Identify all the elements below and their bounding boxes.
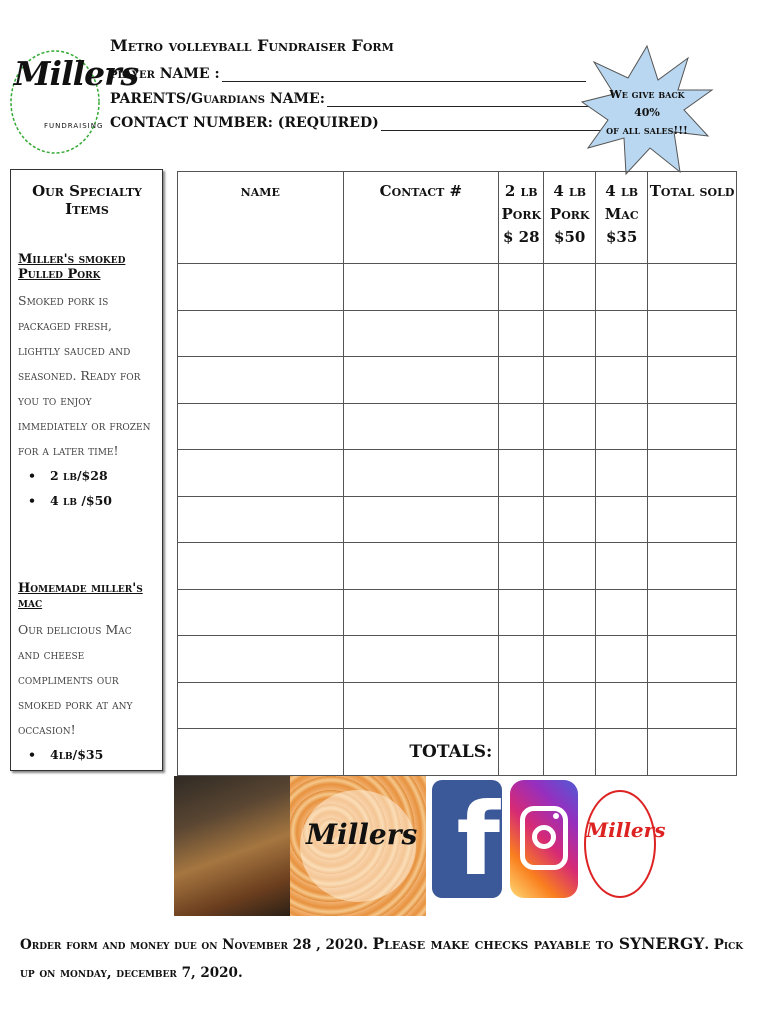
mac-description: Our delicious Mac and cheese compliments our smoked pork at any occasion! bbox=[18, 622, 133, 737]
totals-row bbox=[178, 729, 737, 776]
pork-heading: Miller's smoked Pulled Pork bbox=[18, 252, 126, 282]
specialty-items-box bbox=[10, 169, 163, 771]
order-cell[interactable] bbox=[343, 450, 499, 497]
order-cell[interactable] bbox=[178, 403, 344, 450]
order-cell[interactable] bbox=[343, 310, 499, 357]
millers-catering-logo bbox=[584, 790, 666, 898]
order-cell[interactable] bbox=[178, 636, 344, 683]
order-row bbox=[178, 543, 737, 590]
order-row bbox=[178, 450, 737, 497]
order-cell[interactable] bbox=[544, 403, 596, 450]
order-cell[interactable] bbox=[544, 496, 596, 543]
order-cell[interactable] bbox=[343, 264, 499, 311]
logo-text: Millers bbox=[14, 54, 139, 93]
header-2lb-pork: 2 lb Pork $ 28 bbox=[499, 172, 544, 264]
order-cell[interactable] bbox=[178, 496, 344, 543]
order-cell[interactable] bbox=[596, 310, 648, 357]
order-cell[interactable] bbox=[596, 264, 648, 311]
footer-note bbox=[20, 930, 750, 987]
order-cell[interactable] bbox=[544, 264, 596, 311]
order-cell[interactable] bbox=[648, 636, 737, 683]
order-cell[interactable] bbox=[343, 682, 499, 729]
logo-subtext: FUNDRAISING bbox=[44, 122, 104, 130]
specialty-title: Our Specialty Items bbox=[32, 182, 142, 218]
header-4lb-pork: 4 lb Pork $50 bbox=[544, 172, 596, 264]
total-cell[interactable] bbox=[648, 729, 737, 776]
footer-pickup: . Pick up on monday, december 7, 2020. bbox=[20, 937, 744, 981]
badge-line2: 40% bbox=[634, 106, 660, 119]
order-cell[interactable] bbox=[499, 496, 544, 543]
order-cell[interactable] bbox=[499, 450, 544, 497]
order-cell[interactable] bbox=[343, 357, 499, 404]
instagram-flash-dot bbox=[553, 813, 559, 819]
header-contact: Contact # bbox=[343, 172, 499, 264]
order-row bbox=[178, 496, 737, 543]
order-cell[interactable] bbox=[499, 403, 544, 450]
order-cell[interactable] bbox=[499, 357, 544, 404]
order-cell[interactable] bbox=[544, 450, 596, 497]
order-row bbox=[178, 682, 737, 729]
order-cell[interactable] bbox=[544, 636, 596, 683]
order-cell[interactable] bbox=[596, 589, 648, 636]
order-cell[interactable] bbox=[499, 589, 544, 636]
order-cell[interactable] bbox=[596, 636, 648, 683]
order-row bbox=[178, 357, 737, 404]
order-cell[interactable] bbox=[544, 589, 596, 636]
order-cell[interactable] bbox=[178, 357, 344, 404]
instagram-lens bbox=[532, 825, 556, 849]
footer-checks-payable: Please make checks payable to SYNERGY bbox=[372, 934, 705, 953]
order-cell[interactable] bbox=[343, 496, 499, 543]
millers-catering-logo-text: Millers bbox=[586, 818, 666, 842]
header-total-sold: Total sold bbox=[648, 172, 737, 264]
pork-option-4lb: • 4 lb /$50 bbox=[18, 488, 156, 513]
order-cell[interactable] bbox=[596, 357, 648, 404]
millers-bbq-logo-text: Millers bbox=[306, 818, 418, 851]
footer-due-date: Order form and money due on November 28 , 2020. bbox=[20, 937, 373, 953]
header-4lb-mac: 4 lb Mac $35 bbox=[596, 172, 648, 264]
order-cell[interactable] bbox=[499, 682, 544, 729]
order-cell[interactable] bbox=[648, 310, 737, 357]
order-cell[interactable] bbox=[499, 264, 544, 311]
mac-heading: Homemade miller's mac bbox=[18, 581, 143, 611]
order-cell[interactable] bbox=[648, 589, 737, 636]
order-cell[interactable] bbox=[343, 589, 499, 636]
pork-option-2lb: • 2 lb/$28 bbox=[18, 463, 156, 488]
header-name: name bbox=[178, 172, 344, 264]
table-header-row bbox=[178, 172, 737, 264]
facebook-f-glyph: f bbox=[456, 781, 500, 898]
order-cell[interactable] bbox=[596, 403, 648, 450]
total-cell[interactable] bbox=[499, 729, 544, 776]
pork-description: Smoked pork is packaged fresh, lightly sauced and seasoned. Ready for you to enjoy immediately or frozen for a later time! bbox=[18, 293, 151, 458]
order-row bbox=[178, 403, 737, 450]
order-cell[interactable] bbox=[178, 450, 344, 497]
mac-options bbox=[18, 742, 156, 767]
order-cell[interactable] bbox=[178, 589, 344, 636]
order-cell[interactable] bbox=[499, 310, 544, 357]
order-cell[interactable] bbox=[499, 636, 544, 683]
parents-name-label: PARENTS/Guardians NAME: bbox=[110, 91, 325, 107]
order-cell[interactable] bbox=[343, 403, 499, 450]
pulled-pork-photo bbox=[174, 776, 290, 916]
badge-text bbox=[590, 86, 704, 140]
order-cell[interactable] bbox=[178, 543, 344, 590]
order-row bbox=[178, 589, 737, 636]
badge-line3: of all sales!!! bbox=[606, 124, 688, 137]
order-cell[interactable] bbox=[648, 357, 737, 404]
order-cell[interactable] bbox=[648, 496, 737, 543]
order-cell[interactable] bbox=[544, 310, 596, 357]
order-cell[interactable] bbox=[648, 403, 737, 450]
order-cell[interactable] bbox=[343, 636, 499, 683]
badge-line1: We give back bbox=[609, 88, 685, 101]
order-cell[interactable] bbox=[648, 450, 737, 497]
player-name-label: player NAME : bbox=[110, 66, 220, 82]
order-row bbox=[178, 636, 737, 683]
pork-options bbox=[18, 463, 156, 513]
order-cell[interactable] bbox=[178, 310, 344, 357]
contact-number-label: CONTACT NUMBER: (REQUIRED) bbox=[110, 115, 379, 131]
totals-label: TOTALS: bbox=[343, 729, 499, 776]
order-cell[interactable] bbox=[343, 543, 499, 590]
order-cell[interactable] bbox=[544, 357, 596, 404]
player-name-field[interactable] bbox=[110, 66, 586, 82]
order-cell[interactable] bbox=[596, 682, 648, 729]
order-cell[interactable] bbox=[596, 543, 648, 590]
order-cell[interactable] bbox=[544, 682, 596, 729]
order-cell[interactable] bbox=[178, 264, 344, 311]
order-row bbox=[178, 310, 737, 357]
order-cell[interactable] bbox=[596, 496, 648, 543]
parents-name-field[interactable] bbox=[110, 91, 629, 107]
order-cell[interactable] bbox=[648, 264, 737, 311]
order-cell[interactable] bbox=[648, 543, 737, 590]
mac-option-4lb: • 4lb/$35 bbox=[18, 742, 156, 767]
order-table bbox=[177, 171, 737, 776]
form-title: Metro volleyball Fundraiser Form bbox=[110, 36, 394, 55]
order-rows bbox=[178, 264, 737, 729]
order-cell[interactable] bbox=[544, 543, 596, 590]
order-cell[interactable] bbox=[499, 543, 544, 590]
order-cell[interactable] bbox=[648, 682, 737, 729]
total-cell[interactable] bbox=[544, 729, 596, 776]
order-cell[interactable] bbox=[596, 450, 648, 497]
player-name-line[interactable] bbox=[222, 68, 586, 82]
total-cell[interactable] bbox=[596, 729, 648, 776]
order-cell[interactable] bbox=[178, 682, 344, 729]
order-row bbox=[178, 264, 737, 311]
